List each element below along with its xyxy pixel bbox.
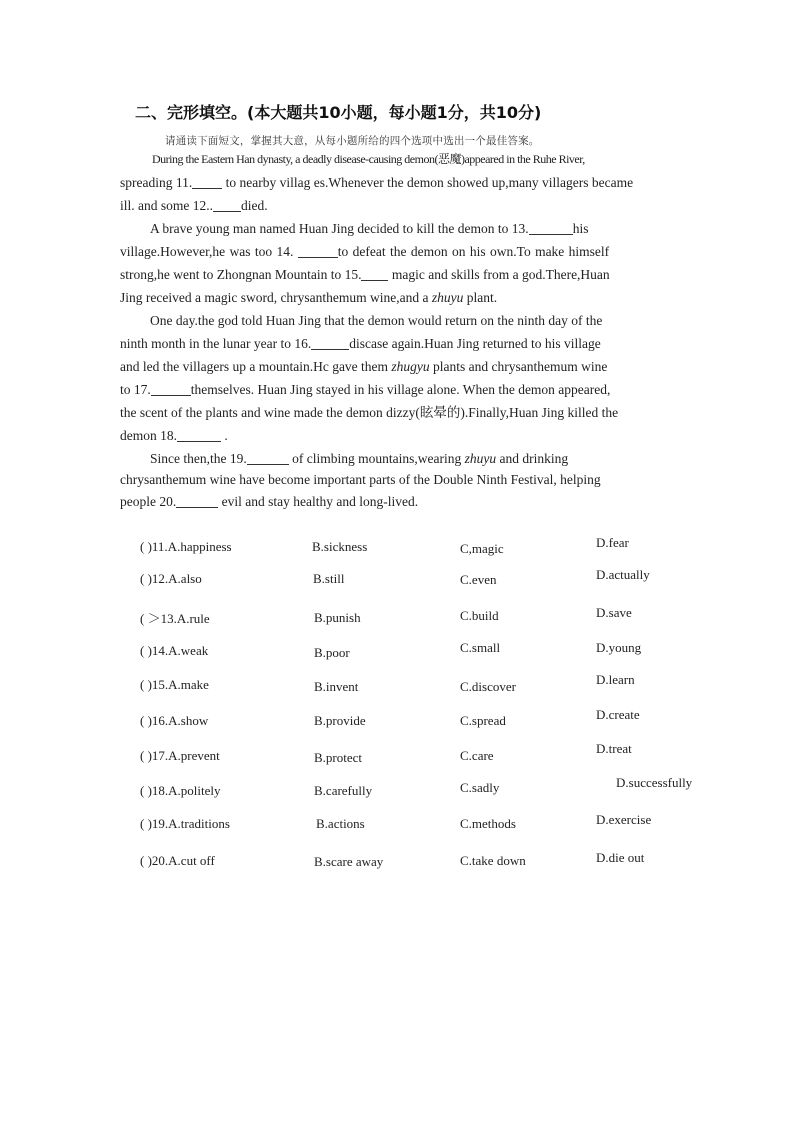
question-20-option-c[interactable]: C.take down (460, 853, 526, 868)
blank-19 (247, 451, 289, 465)
passage-line: and led the villagers up a mountain.Hc gave them zhugyu plants and chrysanthemum wine (120, 359, 608, 374)
blank-16 (311, 336, 349, 350)
question-16-option-b[interactable]: B.provide (314, 713, 366, 728)
passage-line: ill. and some 12.. died. (120, 198, 268, 213)
question-14-option-b[interactable]: B.poor (314, 645, 350, 660)
passage-line: spreading 11. to nearby villag es.Whenever the demon showed up,many villagers became (120, 175, 634, 190)
question-12-option-a[interactable]: ( )12.A.also (140, 571, 202, 586)
passage-line: chrysanthemum wine have become important parts of the Double Ninth Festival, helping (120, 472, 601, 487)
blank-14 (298, 244, 338, 258)
question-13-option-d[interactable]: D.save (596, 605, 632, 620)
blank-17 (151, 382, 191, 396)
question-16-option-a[interactable]: ( )16.A.show (140, 713, 209, 728)
passage-line: ninth month in the lunar year to 16. discase again.Huan Jing returned to his village (120, 336, 601, 351)
passage-line: village.However,he was too 14. to defeat the demon on his own.To make himself (120, 244, 610, 259)
passage-line: strong,he went to Zhongnan Mountain to 15. magic and skills from a god.There,Huan (120, 267, 610, 282)
question-17-option-a[interactable]: ( )17.A.prevent (140, 748, 220, 763)
question-18-option-c[interactable]: C.sadly (460, 780, 500, 795)
passage-line: Jing received a magic sword, chrysanthemum wine,and a zhuyu plant. (120, 290, 498, 305)
question-19-option-a[interactable]: ( )19.A.traditions (140, 816, 230, 831)
question-11-option-d[interactable]: D.fear (596, 535, 629, 550)
question-19-option-d[interactable]: D.exercise (596, 812, 652, 827)
question-20-option-d[interactable]: D.die out (596, 850, 645, 865)
blank-11 (192, 175, 222, 189)
question-17-option-b[interactable]: B.protect (314, 750, 363, 765)
question-13-option-a[interactable]: ( ＞13.A.rule (140, 611, 210, 626)
question-12-option-c[interactable]: C.even (460, 572, 497, 587)
question-13-option-c[interactable]: C.build (460, 608, 499, 623)
question-20-option-a[interactable]: ( )20.A.cut off (140, 853, 215, 868)
question-12-option-d[interactable]: D.actually (596, 567, 650, 582)
question-17-option-d[interactable]: D.treat (596, 741, 632, 756)
question-15-option-a[interactable]: ( )15.A.make (140, 677, 209, 692)
passage-line: During the Eastern Han dynasty, a deadly disease-causing demon(恶魔)appeared in the Ruhe River, (152, 152, 585, 166)
blank-15 (361, 267, 388, 281)
question-17-option-c[interactable]: C.care (460, 748, 494, 763)
question-15-option-d[interactable]: D.learn (596, 672, 635, 687)
question-18-option-d[interactable]: D.successfully (616, 775, 693, 790)
question-12-option-b[interactable]: B.still (313, 571, 345, 586)
question-19-option-b[interactable]: B.actions (316, 816, 365, 831)
passage-line: Since then,the 19. of climbing mountains,wearing zhuyu and drinking (150, 451, 569, 466)
question-14-option-d[interactable]: D.young (596, 640, 642, 655)
passage-line: the scent of the plants and wine made the demon dizzy(眩晕的).Finally,Huan Jing killed the (120, 405, 619, 420)
blank-18 (177, 428, 221, 442)
question-11-option-c[interactable]: C,magic (460, 541, 504, 556)
passage-line: demon 18. . (120, 428, 228, 443)
question-13-option-b[interactable]: B.punish (314, 610, 361, 625)
question-11-option-b[interactable]: B.sickness (312, 539, 368, 554)
question-18-option-a[interactable]: ( )18.A.politely (140, 783, 221, 798)
passage-line: to 17. themselves. Huan Jing stayed in his village alone. When the demon appeared, (120, 382, 611, 397)
passage-line: people 20. evil and stay healthy and long-lived. (120, 494, 419, 509)
question-15-option-b[interactable]: B.invent (314, 679, 359, 694)
section-title: 二、完形填空。(本大题共10小题，每小题1分，共10分) (135, 103, 542, 122)
question-11-option-a[interactable]: ( )11.A.happiness (140, 539, 232, 554)
blank-12 (213, 198, 241, 212)
question-14-option-a[interactable]: ( )14.A.weak (140, 643, 209, 658)
blank-20 (176, 494, 218, 508)
question-15-option-c[interactable]: C.discover (460, 679, 516, 694)
question-16-option-d[interactable]: D.create (596, 707, 640, 722)
passage-line: A brave young man named Huan Jing decided to kill the demon to 13. his (150, 221, 589, 236)
passage-line: One day.the god told Huan Jing that the demon would return on the ninth day of the (150, 313, 603, 328)
question-19-option-c[interactable]: C.methods (460, 816, 516, 831)
blank-13 (529, 221, 573, 235)
question-14-option-c[interactable]: C.small (460, 640, 501, 655)
question-16-option-c[interactable]: C.spread (460, 713, 506, 728)
instruction-text: 请通读下面短文，掌握其大意，从每小题所给的四个选项中选出一个最佳答案。 (165, 135, 540, 147)
question-20-option-b[interactable]: B.scare away (314, 854, 384, 869)
question-18-option-b[interactable]: B.carefully (314, 783, 373, 798)
